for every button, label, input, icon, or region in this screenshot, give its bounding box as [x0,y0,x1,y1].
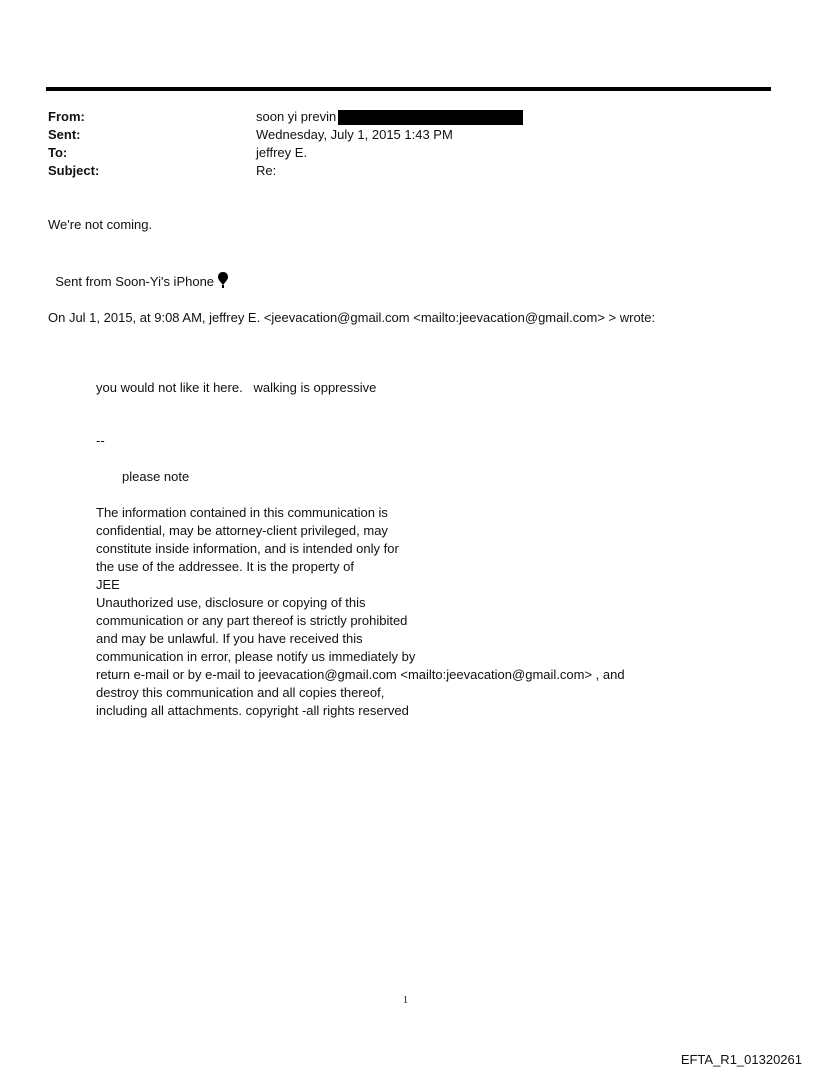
disclaimer-line: communication or any part thereof is strictly prohibited [96,613,408,628]
subject-label: Subject: [48,163,100,178]
disclaimer-line: The information contained in this communication is [96,505,388,520]
header-divider [46,87,771,91]
to-label: To: [48,145,68,160]
signature-line [48,254,228,293]
subject-value: Re: [256,163,277,178]
disclaimer-line: communication in error, please notify us immediately by [96,649,416,664]
redaction-block [338,110,523,125]
email-header [48,108,748,180]
to-row [48,144,748,162]
disclaimer-line: Unauthorized use, disclosure or copying of this [96,595,366,610]
disclaimer-line: including all attachments. copyright -all rights reserved [96,703,409,718]
please-note: please note [122,469,190,484]
to-value: jeffrey E. [256,145,308,160]
from-label: From: [48,109,85,124]
pin-icon [218,272,228,293]
disclaimer-line: return e-mail or by e-mail to jeevacation@gmail.com <mailto:jeevacation@gmail.com> , and [96,667,625,682]
sent-row [48,126,748,144]
disclaimer-line: and may be unlawful. If you have received this [96,631,363,646]
from-value [256,108,748,126]
disclaimer-line: destroy this communication and all copies thereof, [96,685,385,700]
disclaimer-block [96,504,625,720]
subject-row [48,162,748,180]
disclaimer-line: constitute inside information, and is intended only for [96,541,399,556]
page-number: 1 [403,995,408,1006]
signature-text: Sent from Soon-Yi's iPhone [55,273,215,289]
bates-number: EFTA_R1_01320261 [680,1052,802,1067]
disclaimer-line: the use of the addressee. It is the property of [96,559,354,574]
quote-header: On Jul 1, 2015, at 9:08 AM, jeffrey E. <jeevacation@gmail.com <mailto:jeevacation@gmail.com> > wrote: [48,310,656,325]
from-row [48,108,748,126]
sent-label: Sent: [48,127,81,142]
reply-text: We're not coming. [48,217,153,232]
disclaimer-line: JEE [96,577,120,592]
disclaimer-line: confidential, may be attorney-client privileged, may [96,523,388,538]
sent-value: Wednesday, July 1, 2015 1:43 PM [256,127,453,142]
quoted-message: you would not like it here. walking is oppressive [96,380,377,395]
sender-name: soon yi previn [256,109,337,124]
signature-separator: -- [96,433,105,448]
